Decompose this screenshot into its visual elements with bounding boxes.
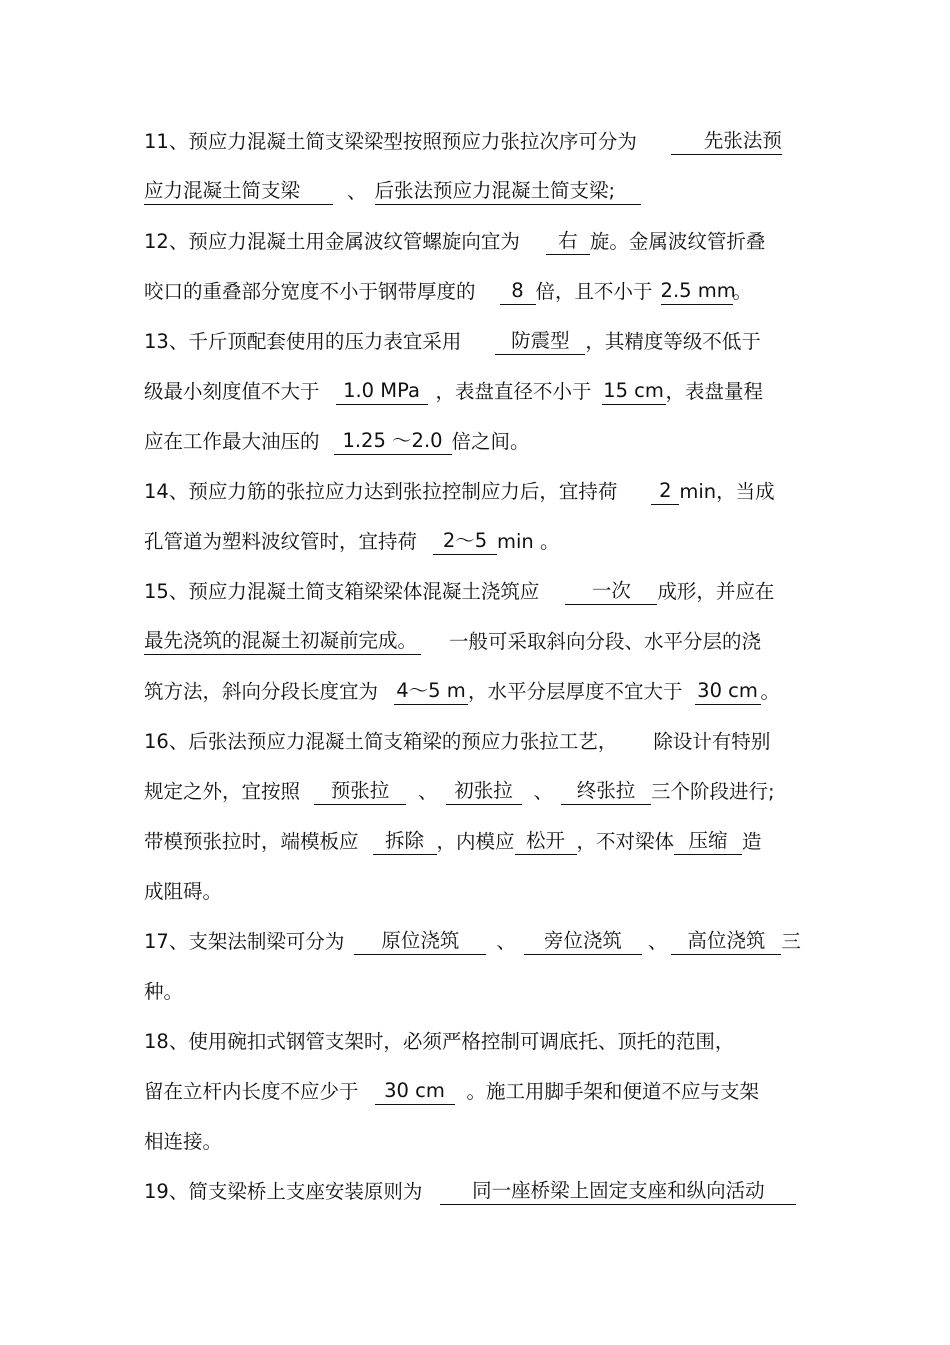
q15-answer-3: 30 cm <box>695 679 761 705</box>
q16-separator-1: 、 <box>418 780 438 803</box>
q16-line-2 <box>144 777 809 807</box>
q19-answer-1: 同一座桥梁上固定支座和纵向活动 <box>440 1179 796 1205</box>
q14-text-2: min，当成 <box>679 480 775 503</box>
q16-answer-5: 松开 <box>515 829 577 855</box>
q18-line-2 <box>144 1077 809 1107</box>
q12-line-2 <box>144 277 809 307</box>
q14-line-1 <box>144 477 809 507</box>
q12-text-3: 咬口的重叠部分宽度不小于钢带厚度的 <box>144 280 476 303</box>
q16-text-9: 成阻碍。 <box>144 880 223 903</box>
q14-line-2 <box>144 527 809 557</box>
q11-answer-1-cont: 应力混凝土简支梁 <box>144 179 333 205</box>
q15-text: 15、预应力混凝土简支箱梁梁体混凝土浇筑应 <box>144 580 540 603</box>
q16-text-6: ，内模应 <box>436 830 515 853</box>
q15-line-1 <box>144 577 809 607</box>
q18-line-1 <box>144 1027 809 1057</box>
q13-text-2: ，其精度等级不低于 <box>585 330 761 353</box>
q12-answer-1: 右 <box>546 229 590 255</box>
q11-text: 11、预应力混凝土简支梁梁型按照预应力张拉次序可分为 <box>144 130 637 153</box>
q13-line-1 <box>144 327 809 357</box>
q16-line-1 <box>144 727 809 757</box>
q15-text-2: 成形，并应在 <box>657 580 775 603</box>
q17-text-2: 三 <box>781 930 801 953</box>
q12-line-1 <box>144 227 809 257</box>
q13-answer-4: 1.25 ～2.0 <box>334 429 452 455</box>
q16-answer-4: 拆除 <box>373 829 437 855</box>
q17-line-1 <box>144 927 809 957</box>
q12-answer-2: 8 <box>500 279 536 305</box>
q11-line-1 <box>144 127 809 157</box>
q13-text-5: ，表盘量程 <box>665 380 764 403</box>
q12-text-5: 。 <box>732 280 753 303</box>
q19-line-1 <box>144 1177 809 1207</box>
q15-answer-1: 一次 <box>565 579 657 605</box>
q17-answer-1: 原位浇筑 <box>354 929 486 955</box>
q16-line-3 <box>144 827 809 857</box>
q15-text-4: 筑方法，斜向分段长度宜为 <box>144 680 379 703</box>
q16-text: 16、后张法预应力混凝土简支箱梁的预应力张拉工艺， <box>144 730 618 753</box>
q14-text: 14、预应力筋的张拉应力达到张拉控制应力后，宜持荷 <box>144 480 618 503</box>
q15-text-5: ，水平分层厚度不宜大于 <box>468 680 683 703</box>
q15-answer-2: 4～5 m <box>394 679 468 705</box>
q13-line-3 <box>144 427 809 457</box>
q13-text-7: 倍之间。 <box>451 430 530 453</box>
q16-text-7: ，不对梁体 <box>576 830 675 853</box>
q15-underlined-text: 最先浇筑的混凝土初凝前完成。 <box>144 629 421 655</box>
q11-line-2 <box>144 177 809 207</box>
q17-text: 17、支架法制梁可分为 <box>144 930 345 953</box>
q12-text-2: 旋。金属波纹管折叠 <box>589 230 766 253</box>
q13-answer-1: 防震型 <box>495 329 585 355</box>
q11-answer-2: 后张法预应力混凝土简支梁; <box>375 179 641 205</box>
q16-answer-2: 初张拉 <box>446 779 522 805</box>
q18-text-2: 留在立杆内长度不应少于 <box>144 1080 359 1103</box>
q14-text-4: min 。 <box>497 530 560 553</box>
q13-text-4: ，表盘直径不小于 <box>435 380 592 403</box>
q16-text-3: 规定之外，宜按照 <box>144 780 301 803</box>
q18-text-3: 。施工用脚手架和便道不应与支架 <box>466 1080 760 1103</box>
q13-text-3: 级最小刻度值不大于 <box>144 380 320 403</box>
q17-line-2 <box>144 977 809 1007</box>
q16-answer-3: 终张拉 <box>561 779 651 805</box>
q13-answer-3: 15 cm <box>602 379 666 405</box>
q15-text-3: 一般可采取斜向分段、水平分层的浇 <box>449 630 762 653</box>
q17-separator-2: 、 <box>647 930 668 953</box>
q12-text: 12、预应力混凝土用金属波纹管螺旋向宜为 <box>144 230 520 253</box>
q16-separator-2: 、 <box>533 780 554 803</box>
q13-line-2 <box>144 377 809 407</box>
q17-answer-3: 高位浇筑 <box>671 929 781 955</box>
q11-separator: 、 <box>347 180 367 203</box>
q15-text-6: 。 <box>760 680 781 703</box>
q14-answer-2: 2～5 <box>433 529 497 555</box>
q13-text: 13、千斤顶配套使用的压力表宜采用 <box>144 330 462 353</box>
q16-text-4: 三个阶段进行; <box>651 780 775 803</box>
q18-text: 18、使用碗扣式钢管支架时，必须严格控制可调底托、顶托的范围， <box>144 1030 735 1053</box>
q19-text: 19、简支梁桥上支座安装原则为 <box>144 1180 423 1203</box>
q14-text-3: 孔管道为塑料波纹管时，宜持荷 <box>144 530 418 553</box>
q17-text-3: 种。 <box>144 980 184 1003</box>
q16-answer-1: 预张拉 <box>314 779 406 805</box>
q16-line-4 <box>144 877 809 907</box>
q13-answer-2: 1.0 MPa <box>336 379 428 405</box>
q16-text-8: 造 <box>742 830 762 853</box>
q18-text-4: 相连接。 <box>144 1130 223 1153</box>
q18-answer-1: 30 cm <box>375 1079 455 1105</box>
q16-answer-6: 压缩 <box>674 829 742 855</box>
q15-line-3 <box>144 677 809 707</box>
q13-text-6: 应在工作最大油压的 <box>144 430 320 453</box>
q12-answer-3: 2.5 mm <box>661 279 733 305</box>
q16-text-2: 除设计有特别 <box>653 730 771 753</box>
q16-text-5: 带模预张拉时，端模板应 <box>144 830 359 853</box>
q18-line-3 <box>144 1127 809 1157</box>
q17-separator-1: 、 <box>496 930 516 953</box>
q15-line-2 <box>144 627 809 657</box>
q14-answer-1: 2 <box>651 479 679 505</box>
q11-answer-1: 先张法预 <box>671 129 782 155</box>
q17-answer-2: 旁位浇筑 <box>524 929 642 955</box>
q12-text-4: 倍，且不小于 <box>535 280 653 303</box>
